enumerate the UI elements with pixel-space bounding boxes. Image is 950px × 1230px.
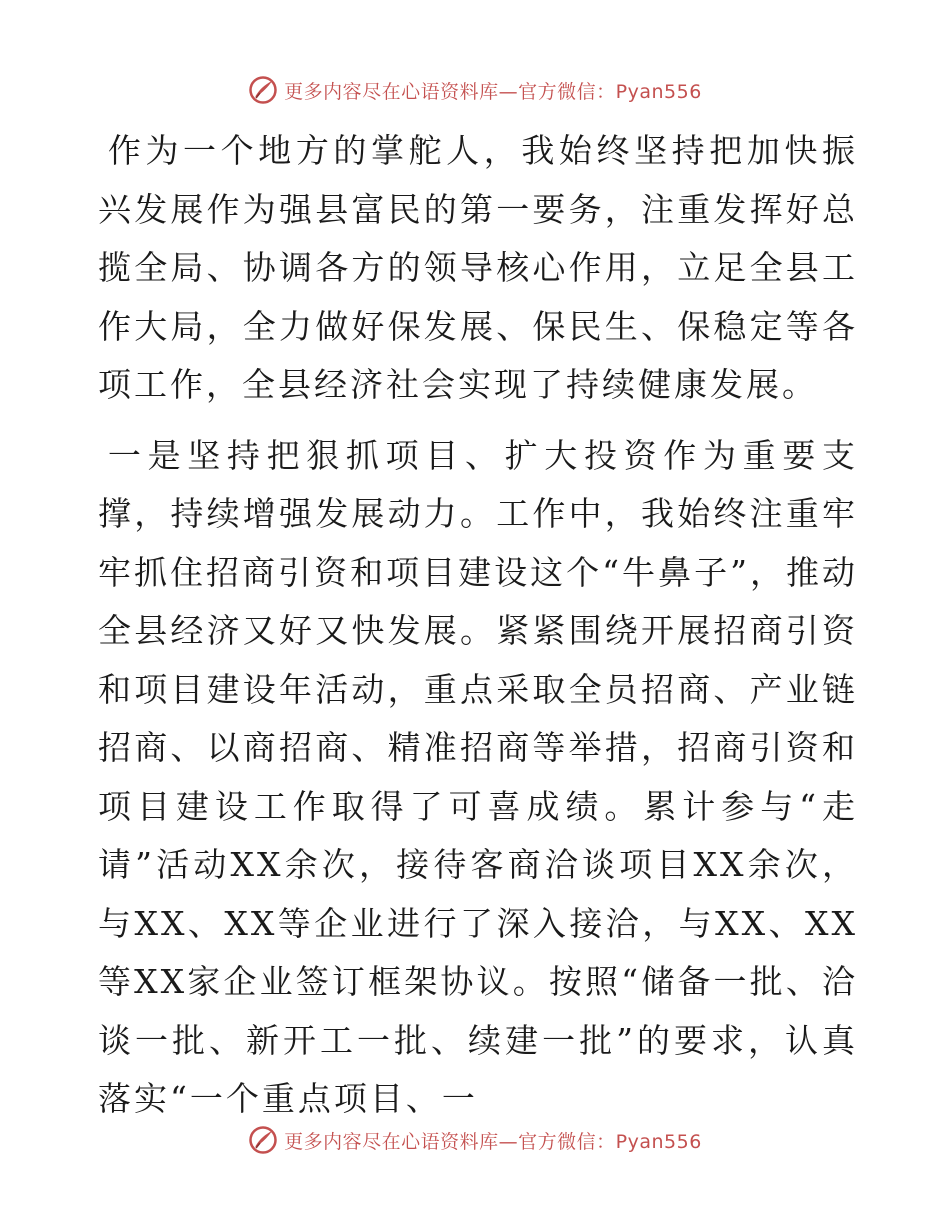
header-watermark-text: 更多内容尽在心语资料库—官方微信：Pyan556 bbox=[284, 80, 702, 103]
quill-pen-circle-icon bbox=[248, 1125, 278, 1155]
footer-watermark-banner bbox=[0, 1122, 950, 1158]
document-body bbox=[98, 122, 858, 1129]
footer-watermark-text: 更多内容尽在心语资料库—官方微信：Pyan556 bbox=[284, 1130, 702, 1153]
body-paragraph-2: 一是坚持把狠抓项目、扩大投资作为重要支撑，持续增强发展动力。工作中，我始终注重牢牢抓住招商引资和项目建设这个“牛鼻子”，推动全县经济又好又快发展。紧紧围绕开展招商引资和项目建设年活动，重点采取全员招商、产业链招商、以商招商、精准招商等举措，招商引资和项目建设工作取得了可喜成绩。累计参与“走请”活动XX余次，接待客商洽谈项目XX余次，与XX、XX等企业进行了深入接洽，与XX、XX等XX家企业签订框架协议。按照“储备一批、洽谈一批、新开工一批、续建一批”的要求，认真落实“一个重点项目、一 bbox=[98, 435, 858, 1118]
header-watermark-banner bbox=[0, 72, 950, 108]
body-paragraph-1: 作为一个地方的掌舵人，我始终坚持把加快振兴发展作为强县富民的第一要务，注重发挥好总揽全局、协调各方的领导核心作用，立足全县工作大局，全力做好保发展、保民生、保稳定等各项工作，全县经济社会实现了持续健康发展。 bbox=[98, 131, 858, 404]
quill-pen-circle-icon bbox=[248, 75, 278, 105]
